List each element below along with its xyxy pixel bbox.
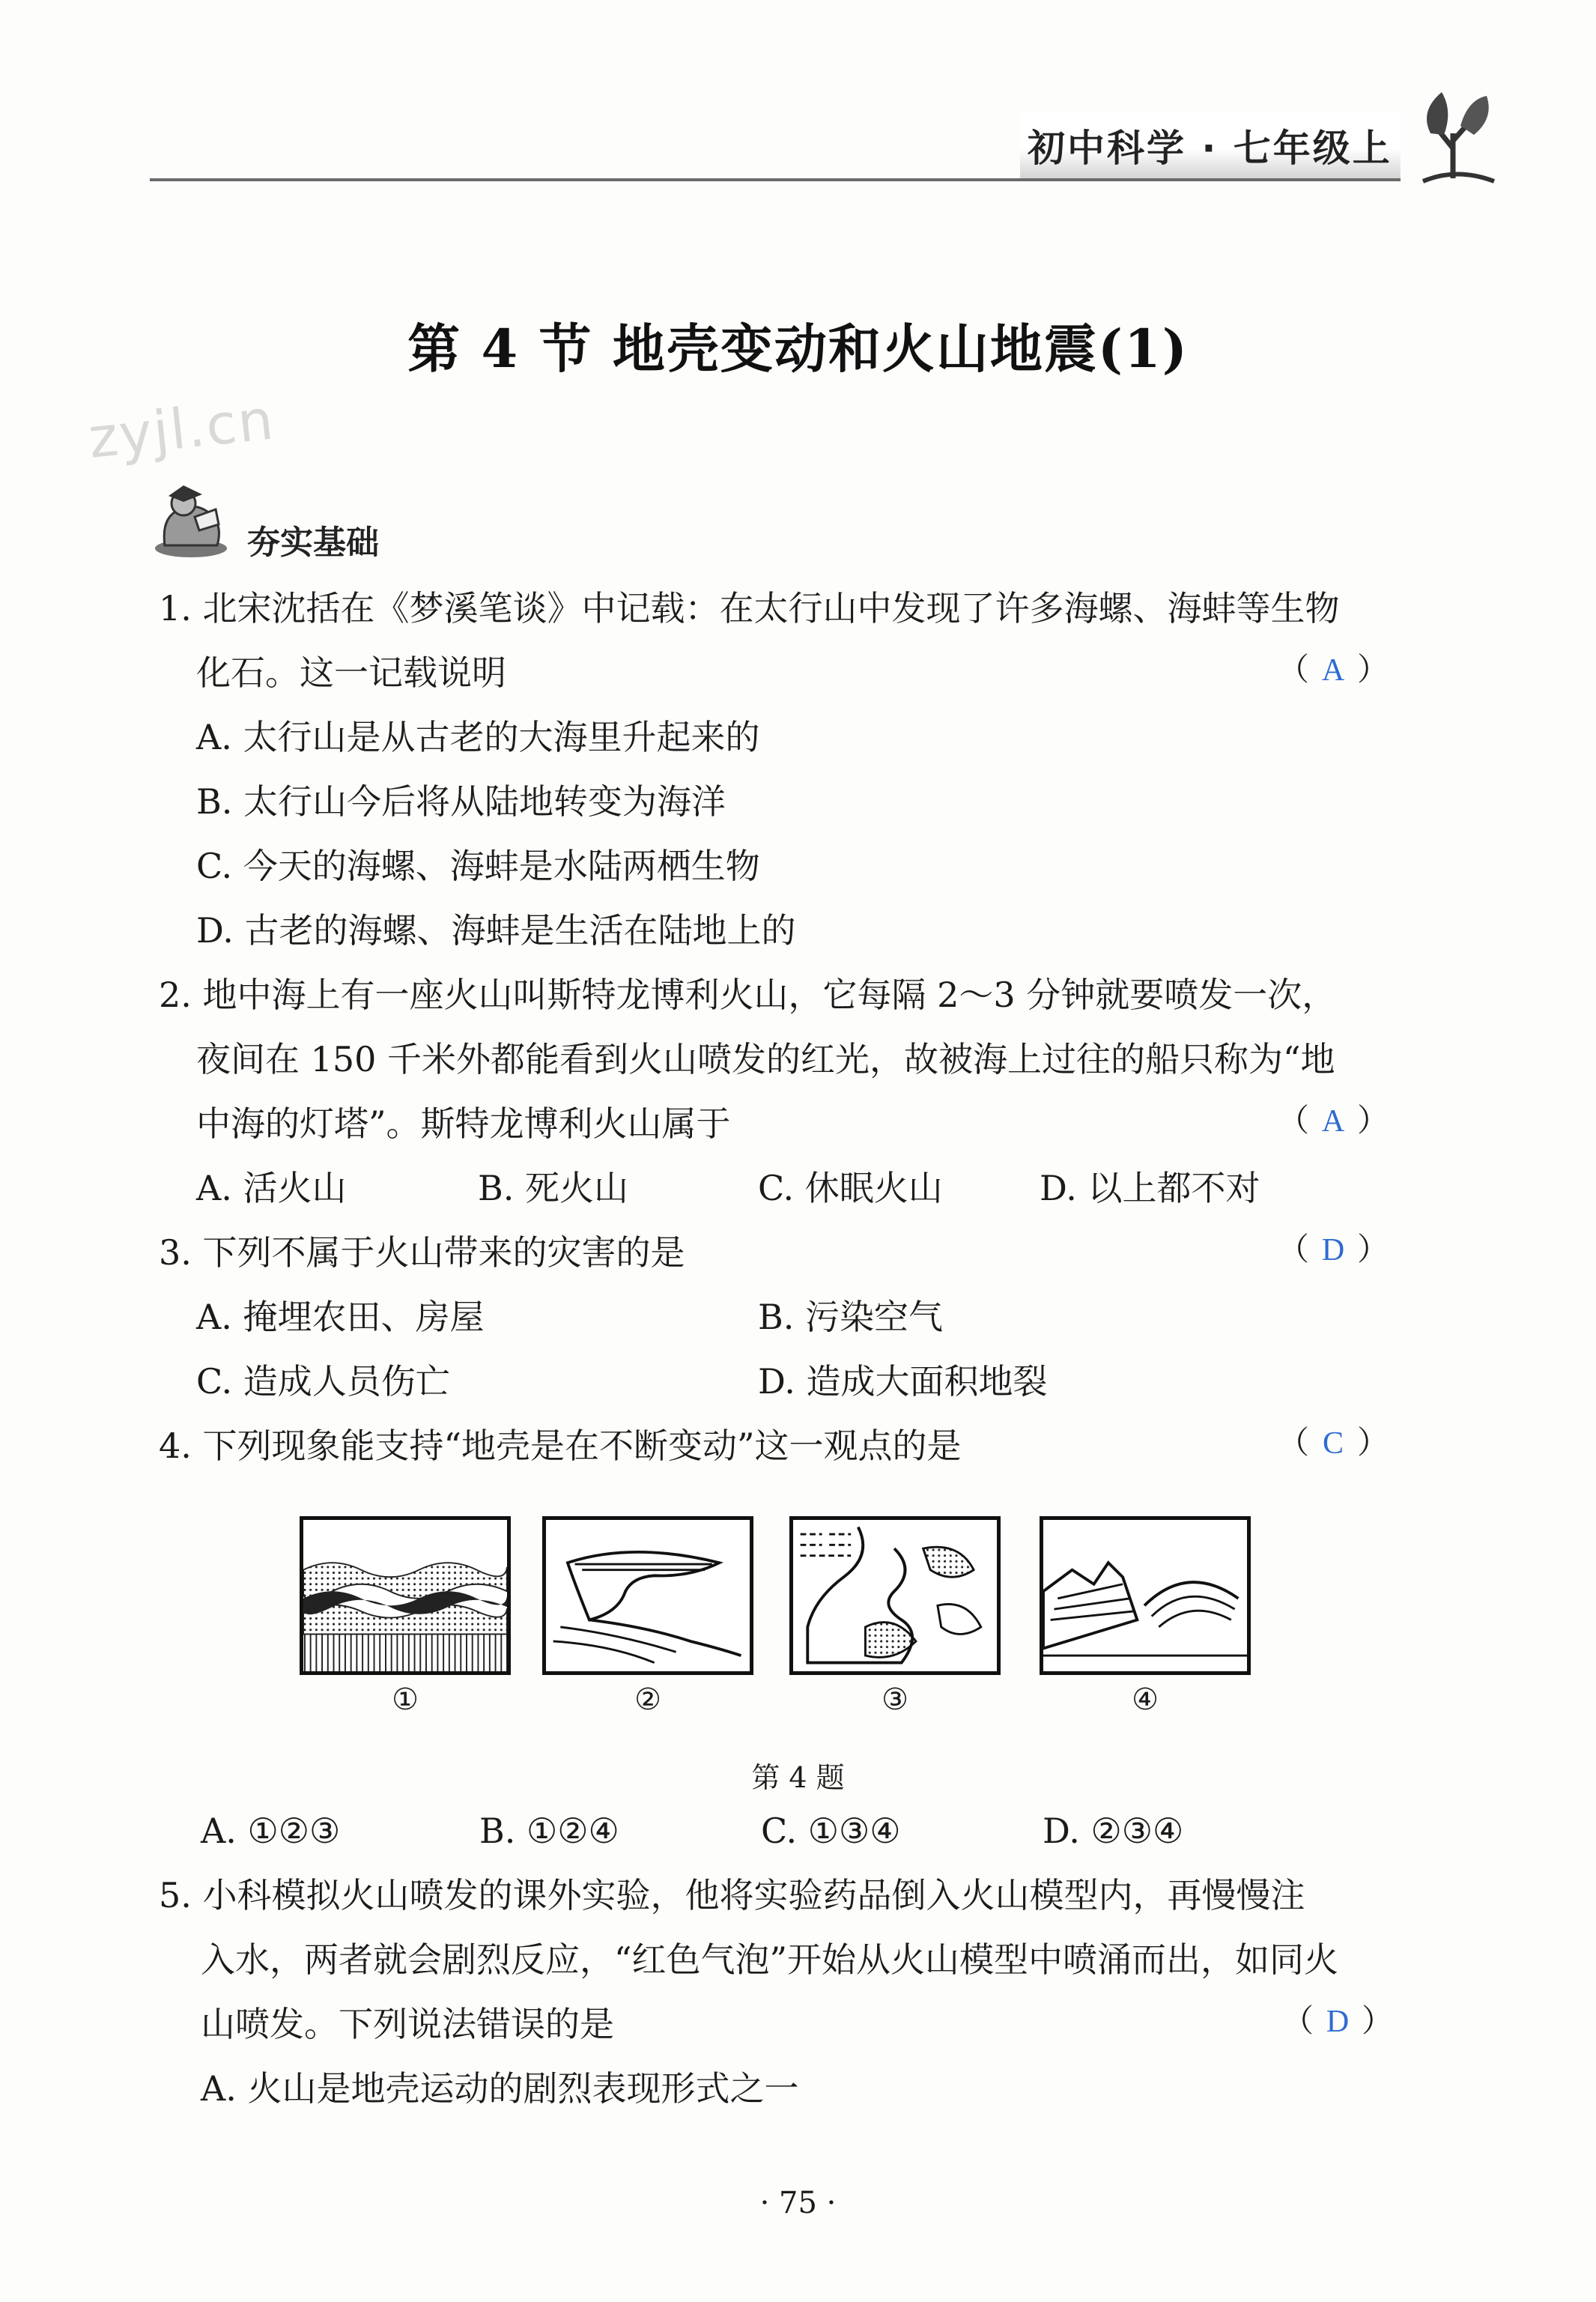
q4-option-a: A. ①②③ [201,1811,341,1851]
q3-answer-bracket: （ D ） [1278,1227,1389,1273]
q1-stem-line2: 化石。这一记载说明 [196,652,506,693]
q5-option-a: A. 火山是地壳运动的剧烈表现形式之一 [201,2068,799,2109]
q1-option-c: C. 今天的海螺、海蚌是水陆两栖生物 [196,846,760,886]
q3-stem-line1: 3. 下列不属于火山带来的灾害的是 [159,1232,685,1273]
q1-option-b: B. 太行山今后将从陆地转变为海洋 [196,781,726,822]
page-number: · 75 · [759,2186,837,2220]
q2-option-a: A. 活火山 [196,1168,347,1208]
figure-4-rock-layers [1040,1516,1251,1675]
q4-answer-bracket: （ C ） [1278,1420,1389,1466]
q5-stem-line3: 山喷发。下列说法错误的是 [201,2004,614,2044]
figure-label-3: ③ [882,1682,908,1717]
q2-stem-line1: 2. 地中海上有一座火山叫斯特龙博利火山，它每隔 2～3 分钟就要喷发一次， [159,975,1337,1015]
header-rule [150,178,1401,181]
q4-answer: C [1323,1426,1344,1461]
q5-answer-bracket: （ D ） [1282,1999,1393,2044]
section-title: 第 4 节 地壳变动和火山地震(1) [407,318,1189,380]
q4-option-b: B. ①②④ [479,1811,619,1851]
q1-answer-bracket: （ A ） [1278,647,1389,693]
q5-stem-line1: 5. 小科模拟火山喷发的课外实验，他将实验药品倒入火山模型内，再慢慢注 [159,1875,1305,1915]
q4-stem-line1: 4. 下列现象能支持“地壳是在不断变动”这一观点的是 [159,1426,962,1466]
figure-label-1: ① [392,1682,419,1717]
header-title: 初中科学 · 七年级上 [1028,127,1392,170]
figure-label-2: ② [634,1682,661,1717]
q1-option-a: A. 太行山是从古老的大海里升起来的 [196,717,760,757]
tree-logo-icon [1416,88,1498,186]
subsection-title: 夯实基础 [247,524,379,562]
q1-stem-line1: 1. 北宋沈括在《梦溪笔谈》中记载：在太行山中发现了许多海螺、海蚌等生物 [159,588,1340,628]
figure-3-coastline-map [789,1516,1001,1675]
q1-option-d: D. 古老的海螺、海蚌是生活在陆地上的 [196,910,796,951]
q3-option-c: C. 造成人员伤亡 [196,1361,450,1402]
q3-option-d: D. 造成大面积地裂 [758,1361,1048,1402]
watermark: zyjl.cn [85,387,278,471]
figure-1-folded-strata [300,1516,511,1675]
q3-answer: D [1321,1233,1345,1267]
q3-option-b: B. 污染空气 [758,1297,944,1337]
q2-stem-line2: 夜间在 150 千米外都能看到火山喷发的红光，故被海上过往的船只称为“地 [196,1039,1335,1079]
q2-option-b: B. 死火山 [478,1168,629,1208]
q3-option-a: A. 掩埋农田、房屋 [196,1297,485,1337]
q5-answer: D [1326,2005,1350,2039]
q4-option-d: D. ②③④ [1043,1811,1184,1851]
q1-answer: A [1321,653,1345,688]
q2-answer: A [1321,1104,1345,1139]
student-mascot-icon [150,479,232,562]
q5-stem-line2: 入水，两者就会剧烈反应，“红色气泡”开始从火山模型中喷涌而出，如同火 [201,1939,1339,1980]
q2-stem-line3: 中海的灯塔”。斯特龙博利火山属于 [196,1103,731,1144]
figure-caption: 第 4 题 [751,1761,845,1794]
q2-option-c: C. 休眠火山 [758,1168,943,1208]
q2-option-d: D. 以上都不对 [1040,1168,1260,1208]
figure-2-eroded-rock [542,1516,753,1675]
figure-label-4: ④ [1132,1682,1159,1717]
q4-option-c: C. ①③④ [761,1811,901,1851]
q2-answer-bracket: （ A ） [1278,1098,1389,1144]
